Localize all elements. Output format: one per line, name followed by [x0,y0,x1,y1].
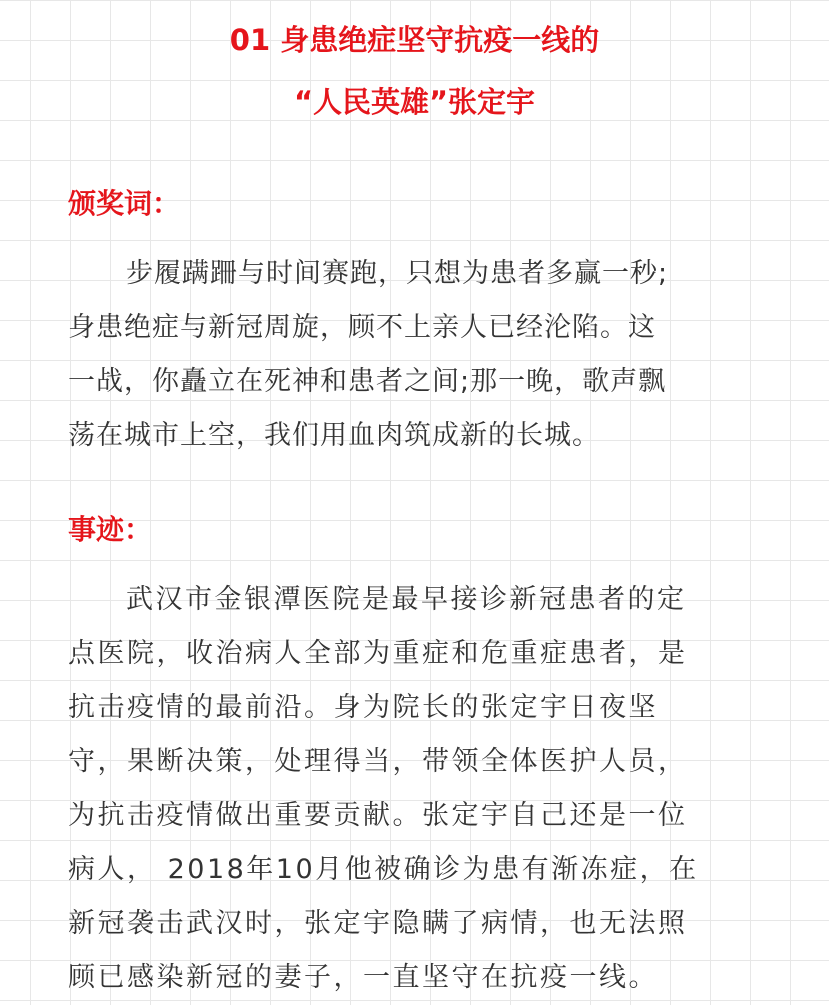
deeds-line: 抗击疫情的最前沿。身为院长的张定宇日夜坚 [68,692,658,723]
award-heading: 颁奖词： [68,187,181,220]
deeds-line: 病人， 2018年10月他被确诊为患有渐冻症，在 [68,854,699,885]
deeds-line: 为抗击疫情做出重要贡献。张定宇自己还是一位 [68,800,688,831]
deeds-line: 新冠袭击武汉时，张定宇隐瞒了病情，也无法照 [68,908,688,939]
award-line: 一战，你矗立在死神和患者之间;那一晚，歌声飘 [68,366,667,397]
deeds-paragraph [68,573,768,1005]
deeds-line: 武汉市金银潭医院是最早接诊新冠患者的定 [126,584,687,615]
deeds-line: 点医院，收治病人全部为重症和危重症患者，是 [68,638,688,669]
award-line: 荡在城市上空，我们用血肉筑成新的长城。 [68,420,600,451]
award-line: 身患绝症与新冠周旋，顾不上亲人已经沦陷。这 [68,312,656,343]
deeds-heading: 事迹： [68,513,153,546]
deeds-line: 顾已感染新冠的妻子，一直坚守在抗疫一线。 [68,962,658,993]
award-line: 步履蹒跚与时间赛跑，只想为患者多赢一秒; [126,258,669,289]
article-title-line-2: “人民英雄”张定宇 [293,85,536,119]
article-title-line-1: 01 身患绝症坚守抗疫一线的 [229,23,600,57]
award-paragraph [68,247,768,463]
deeds-line: 守，果断决策，处理得当，带领全体医护人员， [68,746,688,777]
